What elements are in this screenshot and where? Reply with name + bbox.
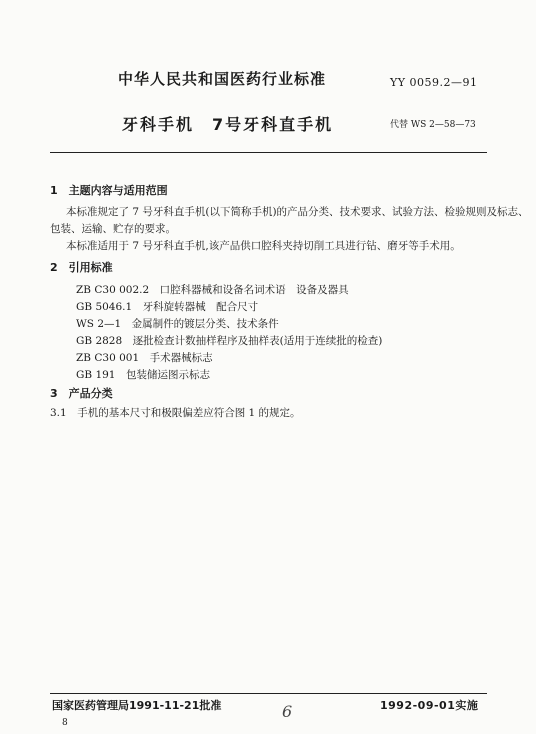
reference-item: GB 2828 逐批检查计数抽样程序及抽样表(适用于连续批的检查) [76,335,383,347]
footer-divider [50,693,487,694]
reference-item: GB 191 包装储运图示标志 [76,369,210,381]
section-3-heading: 3 产品分类 [50,387,113,400]
approval-issuer: 国家医药管理局1991-11-21批准 [52,699,222,712]
section-3-1-text: 3.1 手机的基本尺寸和极限偏差应符合图 1 的规定。 [50,407,301,419]
reference-item: WS 2—1 金属制件的镀层分类、技术条件 [76,318,279,330]
reference-item: ZB C30 002.2 口腔科器械和设备名词术语 设备及器具 [76,284,349,296]
handwritten-mark: 6 [282,702,293,721]
reference-item: GB 5046.1 牙科旋转器械 配合尺寸 [76,301,259,313]
section-1-paragraph-1-line-2: 包装、运输、贮存的要求。 [50,223,176,235]
standard-title: 中华人民共和国医药行业标准 [118,70,327,88]
section-2-heading: 2 引用标准 [50,261,113,274]
section-1-heading: 1 主题内容与适用范围 [50,184,168,197]
section-1-paragraph-2: 本标准适用于 7 号牙科直手机,该产品供口腔科夹持切削工具进行钻、磨牙等手术用。 [66,240,461,252]
document-title: 牙科手机 7号牙科直手机 [122,115,334,134]
page-number: 8 [62,718,68,728]
section-1-paragraph-1-line-1: 本标准规定了 7 号牙科直手机(以下简称手机)的产品分类、技术要求、试验方法、检验规则及标志、 [66,206,529,218]
header-divider [50,152,487,153]
effective-date: 1992-09-01实施 [380,699,479,712]
replaces-note: 代替 WS 2—58—73 [390,120,476,130]
standard-code: YY 0059.2—91 [390,76,478,89]
reference-item: ZB C30 001 手术器械标志 [76,352,213,364]
